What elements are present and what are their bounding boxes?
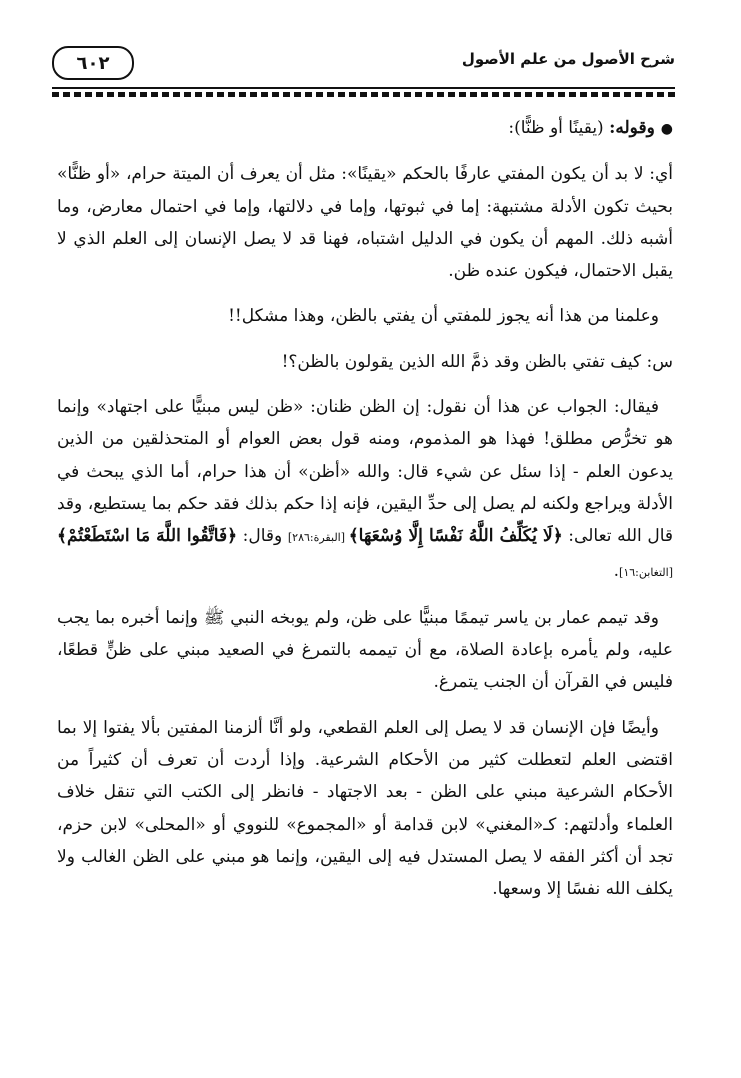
quran-verse-1: ﴿لَا يُكَلِّفُ اللَّهُ نَفْسًا إِلَّا وُسْعَهَا﴾ — [348, 526, 563, 547]
paragraph-5-text-3: . — [613, 560, 620, 581]
body-text — [57, 112, 673, 919]
verse-reference-1: [البقرة:٢٨٦] — [287, 531, 349, 545]
paragraph-3: وعلمنا من هذا أنه يجوز للمفتي أن يفتي بالظن، وهذا مشكل!! — [228, 306, 659, 327]
paragraph-6: وقد تيمم عمار بن ياسر تيممًا مبنيًّا على ظن، ولم يوبخه النبي ﷺ وإنما أخبره بما يجب عليه، ولم يأمره بإعادة الصلاة، مع أن تيممه بالتمرغ في الصعيد مبني على ظنٍّ قطعًا، فليس في القرآن أن الجنب يتمرغ. — [57, 607, 673, 693]
paragraph-1 — [57, 112, 673, 145]
header-dashed-rule — [52, 92, 675, 97]
paragraph-5-text-2: وقال: — [237, 526, 288, 547]
quran-verse-2: ﴿فَاتَّقُوا اللَّهَ مَا اسْتَطَعْتُمْ﴾ — [57, 526, 238, 547]
paragraph-4: س: كيف تفتي بالظن وقد ذمَّ الله الذين يقولون بالظن؟! — [281, 351, 673, 372]
paragraph-5-text-1: فيقال: الجواب عن هذا أن نقول: إن الظن ظنان: «ظن ليس مبنيًّا على اجتهاد» وإنما هو تخرُّص مطلق! فهذا هو المذموم، ومنه قول بعض العوام أو المتحذلقين من الذين يدعون العلم - إذا سئل عن شيء قال: والله «أظن» أن هذا حرام، أما الذي يبحث في الأدلة ويراجع ولكنه لم يصل إلى حدِّ اليقين، فإنه إذا حكم بذلك فقد حكم بما يستطيع، وقد قال الله تعالى: — [57, 397, 674, 547]
page-number: ٦٠٢ — [52, 46, 134, 80]
quoted-phrase: (يقينًا أو ظنًّا): — [508, 118, 610, 138]
page-header — [52, 44, 675, 86]
paragraph-7: وأيضًا فإن الإنسان قد لا يصل إلى العلم القطعي، ولو أنَّا ألزمنا المفتين بألا يفتوا إلا بما اقتضى العلم لتعطلت كثير من الأحكام الشرعية. وإذا أردت أن تعرف أن كثيراً من الأحكام الشرعية مبني على الظن - بعد الاجتهاد - فانظر إلى الكتب التي تنقل خلاف العلماء وأدلتهم: كـ«المغني» لابن قدامة أو «المجموع» للنووي أو «المحلى» لابن حزم، تجد أن أكثر الفقه لا يصل المستدل فيه إلى اليقين، وإنما هو مبني على الظن الغالب ولا يكلف الله نفسًا إلا وسعها. — [57, 717, 673, 900]
lead-phrase: وقوله: — [609, 118, 655, 138]
book-title: شرح الأصول من علم الأصول — [461, 50, 675, 68]
paragraph-2: أي: لا بد أن يكون المفتي عارفًا بالحكم «يقينًا»: مثل أن يعرف أن الميتة حرام، «أو ظنًّا» بحيث تكون الأدلة مشتبهة: إما في ثبوتها، وإما في دلالتها، وإما في احتمال معارض، وما أشبه ذلك. المهم أن يكون في الدليل اشتباه، فهنا قد لا يصل الإنسان إلى العلم الذي لا يقبل الاحتمال، فيكون عنده ظن. — [57, 164, 673, 282]
header-rule — [52, 87, 675, 89]
bullet-icon: ● — [660, 121, 673, 137]
paragraph-5 — [57, 391, 673, 589]
verse-reference-2: [التغابن:١٦] — [619, 565, 673, 579]
